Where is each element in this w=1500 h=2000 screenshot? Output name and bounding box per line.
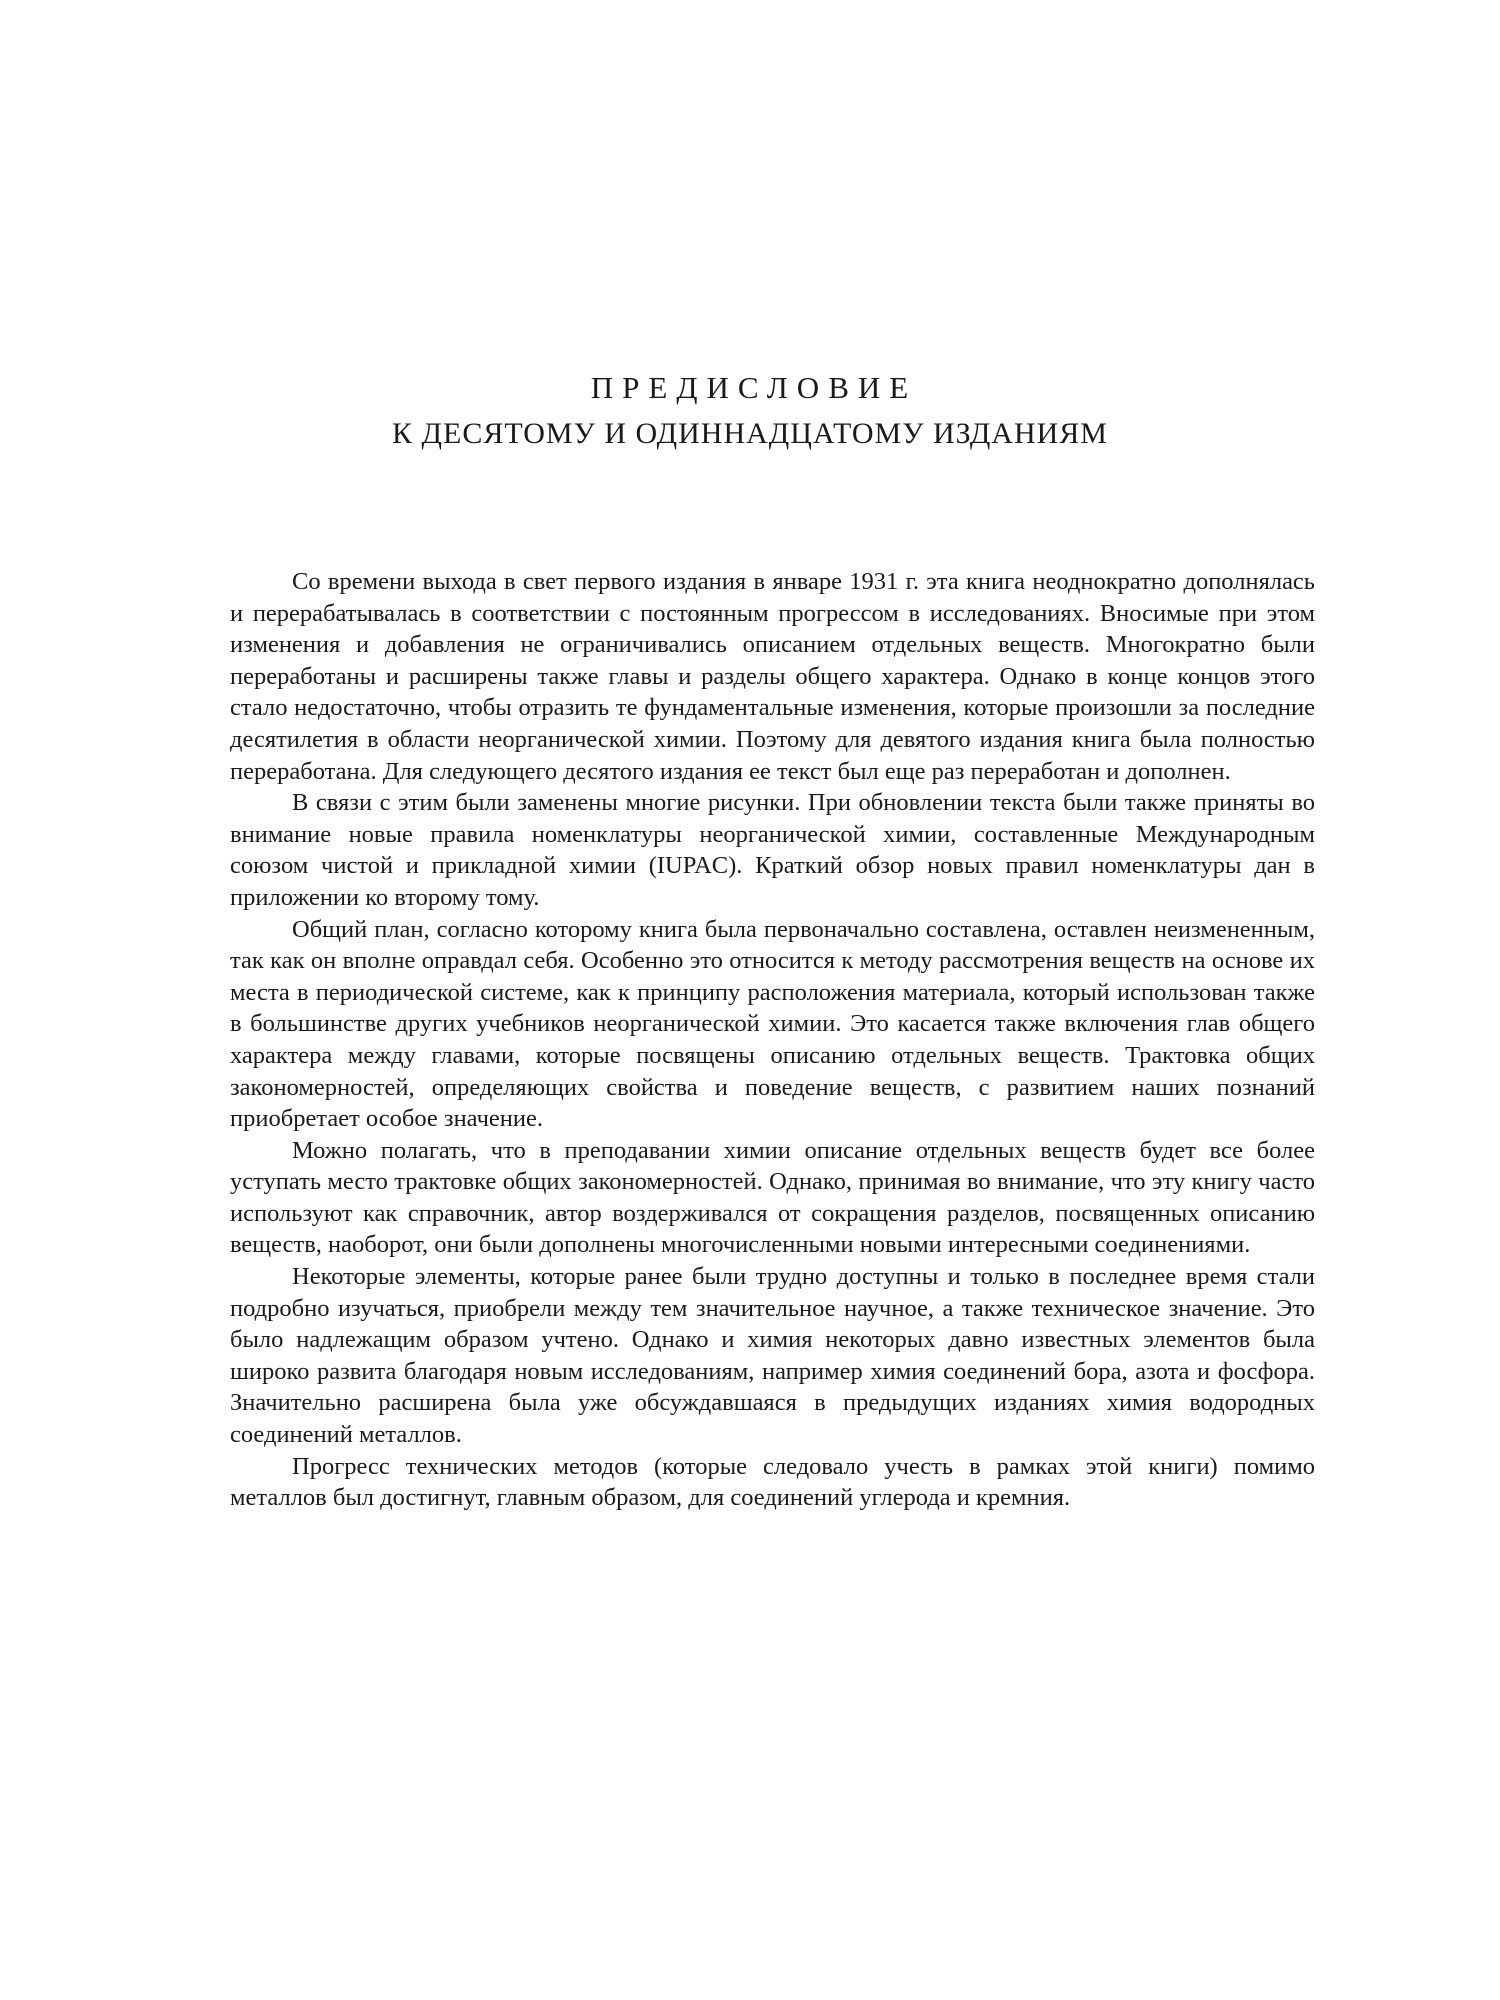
- preface-body: [230, 566, 1315, 1514]
- page-title: ПРЕДИСЛОВИЕ: [590, 370, 918, 405]
- preface-heading: [0, 365, 1500, 457]
- page-subtitle: К ДЕСЯТОМУ И ОДИННАДЦАТОМУ ИЗДАНИЯМ: [392, 417, 1108, 450]
- paragraph-6: Прогресс технических методов (которые следовало учесть в рамках этой книги) помимо металлов был достигнут, главным образом, для соединений углерода и кремния.: [230, 1452, 1315, 1512]
- paragraph-5: Некоторые элементы, которые ранее были трудно доступны и только в последнее время стали подробно изучаться, приобрели между тем значительное научное, а также техническое значение. Это было надлежащим образом учтено. Однако и химия некоторых давно известных элементов была широко развита благодаря новым исследованиям, например химия соединений бора, азота и фосфора. Значительно расширена была уже обсуждавшаяся в предыдущих изданиях химия водородных соединений металлов.: [230, 1263, 1315, 1449]
- paragraph-3: Общий план, согласно которому книга была первоначально составлена, оставлен неизмененным, так как он вполне оправдал себя. Особенно это относится к методу рассмотрения веществ на основе их места в периодической системе, как к принципу расположения материала, который использован также в большинстве других учебников неорганической химии. Это касается также включения глав общего характера между главами, которые посвящены описанию отдельных веществ. Трактовка общих закономерностей, определяющих свойства и поведение веществ, с развитием наших познаний приобретает особое значение.: [230, 915, 1315, 1133]
- paragraph-4: Можно полагать, что в преподавании химии описание отдельных веществ будет все более уступать место трактовке общих закономерностей. Однако, принимая во внимание, что эту книгу часто используют как справочник, автор воздерживался от сокращения разделов, посвященных описанию веществ, наоборот, они были дополнены многочисленными новыми интересными соединениями.: [230, 1136, 1315, 1259]
- paragraph-1: Со времени выхода в свет первого издания в январе 1931 г. эта книга неоднократно дополнялась и перерабатывалась в соответствии с постоянным прогрессом в исследованиях. Вносимые при этом изменения и добавления не ограничивались описанием отдельных веществ. Многократно были переработаны и расширены также главы и разделы общего характера. Однако в конце концов этого стало недостаточно, чтобы отразить те фундаментальные изменения, которые произошли за последние десятилетия в области неорганической химии. Поэтому для девятого издания книга была полностью переработана. Для следующего десятого издания ее текст был еще раз переработан и дополнен.: [230, 568, 1315, 785]
- paragraph-2: В связи с этим были заменены многие рисунки. При обновлении текста были также приняты во внимание новые правила номенклатуры неорганической химии, составленные Международным союзом чистой и прикладной химии (IUPAC). Краткий обзор новых правил номенклатуры дан в приложении ко второму тому.: [230, 789, 1315, 911]
